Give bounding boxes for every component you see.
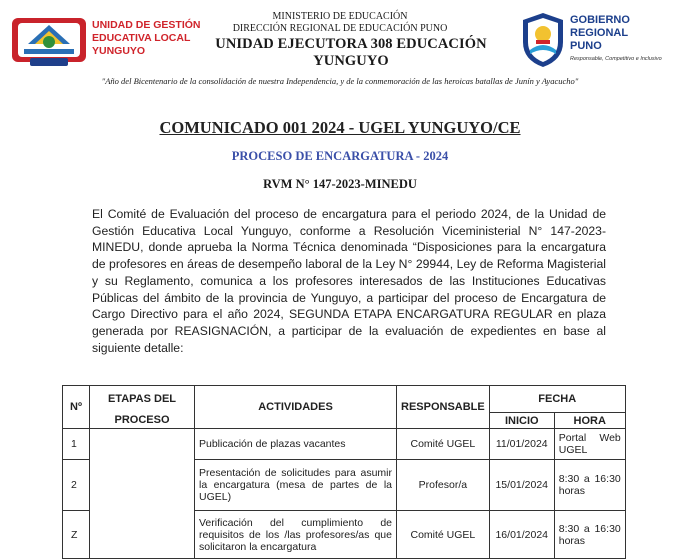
etapa-cell (90, 429, 195, 559)
responsible-cell: Comité UGEL (397, 429, 490, 460)
resolution-reference: RVM N° 147-2023-MINEDU (263, 177, 417, 191)
activity-cell: Publicación de plazas vacantes (195, 429, 397, 460)
schedule-table (62, 385, 626, 559)
unidad-ejecutora-title: UNIDAD EJECUTORA 308 EDUCACIÓN YUNGUYO (215, 36, 487, 69)
row-number: Z (63, 511, 90, 559)
col-header-responsable: RESPONSABLE (397, 386, 490, 429)
activity-cell: Verificación del cumplimiento de requisitos de los /las profesores/as que solicitaron la encargatura (195, 511, 397, 559)
activity-cell: Presentación de solicitudes para asumir la encargatura (mesa de partes de la UGEL) (195, 460, 397, 511)
time-cell: 8:30 a 16:30 horas (554, 511, 625, 559)
ugel-name: UNIDAD DE GESTIÓN EDUCATIVA LOCAL YUNGUYO (92, 19, 201, 57)
responsible-cell: Profesor/a (397, 460, 490, 511)
gobierno-regional-puno-logo (518, 10, 568, 70)
document-title: COMUNICADO 001 2024 - UGEL YUNGUYO/CE (159, 118, 521, 137)
gobierno-regional-name: GOBIERNO REGIONAL PUNO Responsable, Competitivo e Inclusivo (570, 14, 662, 62)
col-header-no: Nº (63, 386, 90, 429)
time-cell: Portal Web UGEL (554, 429, 625, 460)
document-subtitle: PROCESO DE ENCARGATURA - 2024 (231, 149, 449, 163)
row-number: 1 (63, 429, 90, 460)
ministry-header: MINISTERIO DE EDUCACIÓN DIRECCIÓN REGIONAL DE EDUCACIÓN PUNO (232, 11, 448, 34)
start-date-cell: 16/01/2024 (489, 511, 554, 559)
table-header-row (63, 386, 626, 413)
col-header-proceso: PROCESO (90, 413, 195, 429)
table-row (63, 429, 626, 460)
start-date-cell: 15/01/2024 (489, 460, 554, 511)
start-date-cell: 11/01/2024 (489, 429, 554, 460)
responsible-cell: Comité UGEL (397, 511, 490, 559)
col-header-inicio: INICIO (489, 413, 554, 429)
col-header-hora: HORA (554, 413, 625, 429)
year-motto: "Año del Bicentenario de la consolidación de nuestra Independencia, y de la conmemoración de las heroicas batallas de Junín y Ayacucho" (101, 76, 579, 86)
time-cell: 8:30 a 16:30 horas (554, 460, 625, 511)
ugel-yunguyo-logo (10, 12, 88, 68)
col-header-fecha: FECHA (489, 386, 625, 413)
col-header-actividades: ACTIVIDADES (195, 386, 397, 429)
body-paragraph: El Comité de Evaluación del proceso de encargatura para el periodo 2024, de la Unidad de Gestión Educativa Local Yunguyo, conforme a Resolución Viceministerial N° 147-2023-MINEDU, donde aprueba la Norma Técnica denominada “Disposiciones para la encargatura de profesores en áreas de desempeño laboral de la Ley N° 29944, Ley de Reforma Magisterial y su Reglamento, comunica a los profesores interesados de las Instituciones Educativas Públicas del ámbito de la provincia de Yunguyo, a participar del proceso de Encargatura de Cargo Directivo para el año 2024, SEGUNDA ETAPA ENCARGATURA REGULAR en plaza generada por REASIGNACIÓN, a participar de la evaluación de expedientes en base al siguiente detalle: (92, 207, 606, 355)
row-number: 2 (63, 460, 90, 511)
col-header-etapas: ETAPAS DEL (90, 386, 195, 413)
